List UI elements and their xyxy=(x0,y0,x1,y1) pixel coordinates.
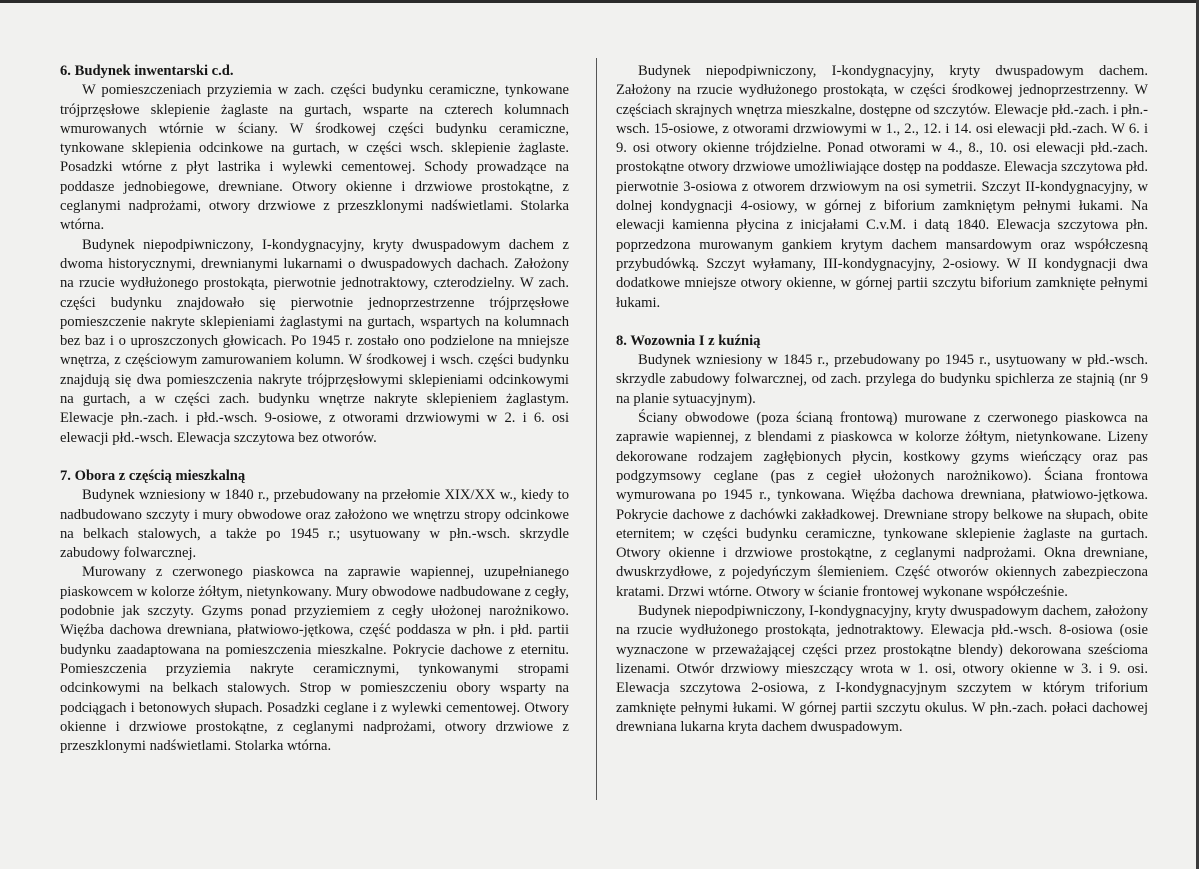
section-6-paragraph-2: Budynek niepodpiwniczony, I-kondygnacyjny, kryty dwuspadowym dachem z dwoma historycznymi, drewnianymi lukarnami o dwuspadowych dachach. Założony na rzucie wydłużonego prostokąta, pierwotnie jednotraktowy, czterodzielny. W zach. części budynku znajdowało się pierwotnie jednoprzestrzenne trójprzęsłowe pomieszczenie nakryte sklepieniami żaglastymi na gurtach, wspartych na kolumnach bez baz i o uproszczonych głowicach. Po 1945 r. zostało ono podzielone na mniejsze wnętrza, z częściowym zamurowaniem kolumn. W środkowej i wsch. części budynku znajdują się dwa pomieszczenia nakryte trójprzęsłowymi sklepieniami odcinkowymi na gurtach, a w części zach. budynku wnętrze nakryte sklepieniem żaglastym. Elewacje płn.-zach. i płd.-wsch. 9-osiowe, z otworami drzwiowymi w 2. i 6. osi elewacji płd.-wsch. Elewacja szczytowa bez otworów. xyxy=(60,236,569,446)
section-6-paragraph-3: Budynek niepodpiwniczony, I-kondygnacyjny, kryty dwuspadowym dachem. Założony na rzucie wydłużonego prostokąta, w części środkowej jednoprzestrzenny. W częściach skrajnych wnętrza mieszkalne, dostępne od szczytów. Elewacje płd.-zach. i płn.-wsch. 15-osiowe, z otworami drzwiowymi w 1., 2., 12. i 14. osi elewacji płd.-zach. W 6. i 9. osi otwory okienne trójdzielne. Ponad otworami w 4., 8., 10. osi elewacji płd.-zach. prostokątne otwory drzwiowe umożliwiające dostęp na poddasze. Elewacja szczytowa płd. pierwotnie 3-osiowa z otworem drzwiowym na osi symetrii. Szczyt II-kondygnacyjny, w dolnej kondygnacji 4-osiowy, w górnej z biforium zamkniętym pełnymi łukami. Na elewacji kamienna płycina z inicjałami C.v.M. i datą 1840. Elewacja szczytowa płn. poprzedzona murowanym gankiem krytym dachem mansardowym oraz współczesną przybudówką. Szczyt wyłamany, III-kondygnacyjny, 2-osiowy. W II kondygnacji dwa dodatkowe mniejsze otwory okienne, w górnej partii szczytu biforium zamknięte pełnymi łukami. xyxy=(616,63,1148,311)
section-7-paragraph-2: Murowany z czerwonego piaskowca na zaprawie wapiennej, uzupełnianego piaskowcem w kolorze żółtym, nietynkowany. Mury obwodowe nadbudowane z cegły, podobnie jak szczyty. Gzyms ponad przyziemiem z cegły ułożonej narożnikowo. Więźba dachowa drewniana, płatwiowo-jętkowa, część poddasza w płn. i płd. partii budynku zaadaptowana na pomieszczenia mieszkalne. Pokrycie dachowe z eternitu. Pomieszczenia przyziemia nakryte ceramicznymi, tynkowanymi stropami odcinkowymi na belkach stalowych. Strop w pomieszczeniu obory wsparty na podciągach i betonowych słupach. Posadzki ceglane i z wylewki cementowej. Otwory okienne i drzwiowe prostokątne, z ceglanymi nadprożami, otwory drzwiowe z przeszklonymi nadświetlami. Stolarka wtórna. xyxy=(60,564,569,755)
section-6-heading: 6. Budynek inwentarski c.d. xyxy=(60,63,234,79)
section-8-paragraph-2: Ściany obwodowe (poza ścianą frontową) murowane z czerwonego piaskowca na zaprawie wapiennej, z blendami z piaskowca w kolorze żółtym, nietynkowane. Lizeny dekorowane rodzajem zagłębionych płycin, kostkowy gzyms wieńczący oraz pas podgzymsowy ceglane (pas z cegieł ułożonych narożnikowo). Ściana frontowa wymurowana po 1945 r., tynkowana. Więźba dachowa drewniana, płatwiowo-jętkowa. Pokrycie dachowe z dachówki zakładkowej. Drewniane stropy belkowe na słupach, obite eternitem; w części budynku ceramiczne, tynkowane sklepienie żaglaste na gurtach. Otwory okienne i drzwiowe prostokątne, z ceglanymi nadprożami. Okna drewniane, dwuskrzydłowe, z pojedyńczym ślemieniem. Część otworów okiennych zabezpieczona kratami. Drzwi wtórne. Otwory w ścianie frontowej wykonane współcześnie. xyxy=(616,410,1148,600)
column-divider xyxy=(596,58,597,800)
right-column xyxy=(616,62,1148,737)
scan-edge-top xyxy=(0,0,1199,3)
section-8-paragraph-1: Budynek wzniesiony w 1845 r., przebudowany po 1945 r., usytuowany w płd.-wsch. skrzydle zabudowy folwarcznej, od zach. przylega do budynku spichlerza ze stajnią (nr 9 na planie sytuacyjnym). xyxy=(616,352,1148,407)
section-7-paragraph-1: Budynek wzniesiony w 1840 r., przebudowany na przełomie XIX/XX w., kiedy to nadbudowano szczyty i mury obwodowe oraz założono we wnętrzu stropy odcinkowe na belkach stalowych, a także po 1945 r.; usytuowany w płn.-wsch. skrzydle zabudowy folwarcznej. xyxy=(60,487,569,562)
section-7-heading: 7. Obora z częścią mieszkalną xyxy=(60,467,246,484)
section-gap xyxy=(616,313,1148,332)
section-gap xyxy=(60,448,569,467)
section-6-paragraph-1: W pomieszczeniach przyziemia w zach. części budynku ceramiczne, tynkowane trójprzęsłowe sklepienie żaglaste na gurtach, wsparte na czterech kolumnach wmurowanych wtórnie w ściany. W środkowej części budynku ceramiczne, tynkowane sklepienia odcinkowe na gurtach, w części wsch. sklepienie żaglaste. Posadzki wtórne z płyt lastrika i wylewki cementowej. Schody prowadzące na poddasze jednobiegowe, drewniane. Otwory okienne i drzwiowe prostokątne, z ceglanymi nadprożami, otwory drzwiowe z przeszklonymi nadświetlami. Stolarka wtórna. xyxy=(60,82,569,234)
section-8-heading: 8. Wozownia I z kuźnią xyxy=(616,332,761,349)
section-8-paragraph-3: Budynek niepodpiwniczony, I-kondygnacyjny, kryty dwuspadowym dachem, założony na rzucie wydłużonego prostokąta, jednotraktowy. Elewacja płd.-wsch. 8-osiowa (osie wyznaczone w przeważającej części przez prostokątne blendy) dekorowana sześcioma lizenami. Otwór drzwiowy mieszczący wrota w 1. osi, otwory okienne w 3. i 9. osi. Elewacja szczytowa 2-osiowa, z I-kondygnacyjnym szczytem w którym triforium zamknięte pełnymi łukami. W górnej partii szczytu okulus. W płn.-zach. połaci dachowej drewniana lukarna kryta dachem dwuspadowym. xyxy=(616,603,1148,735)
left-column xyxy=(60,62,569,756)
